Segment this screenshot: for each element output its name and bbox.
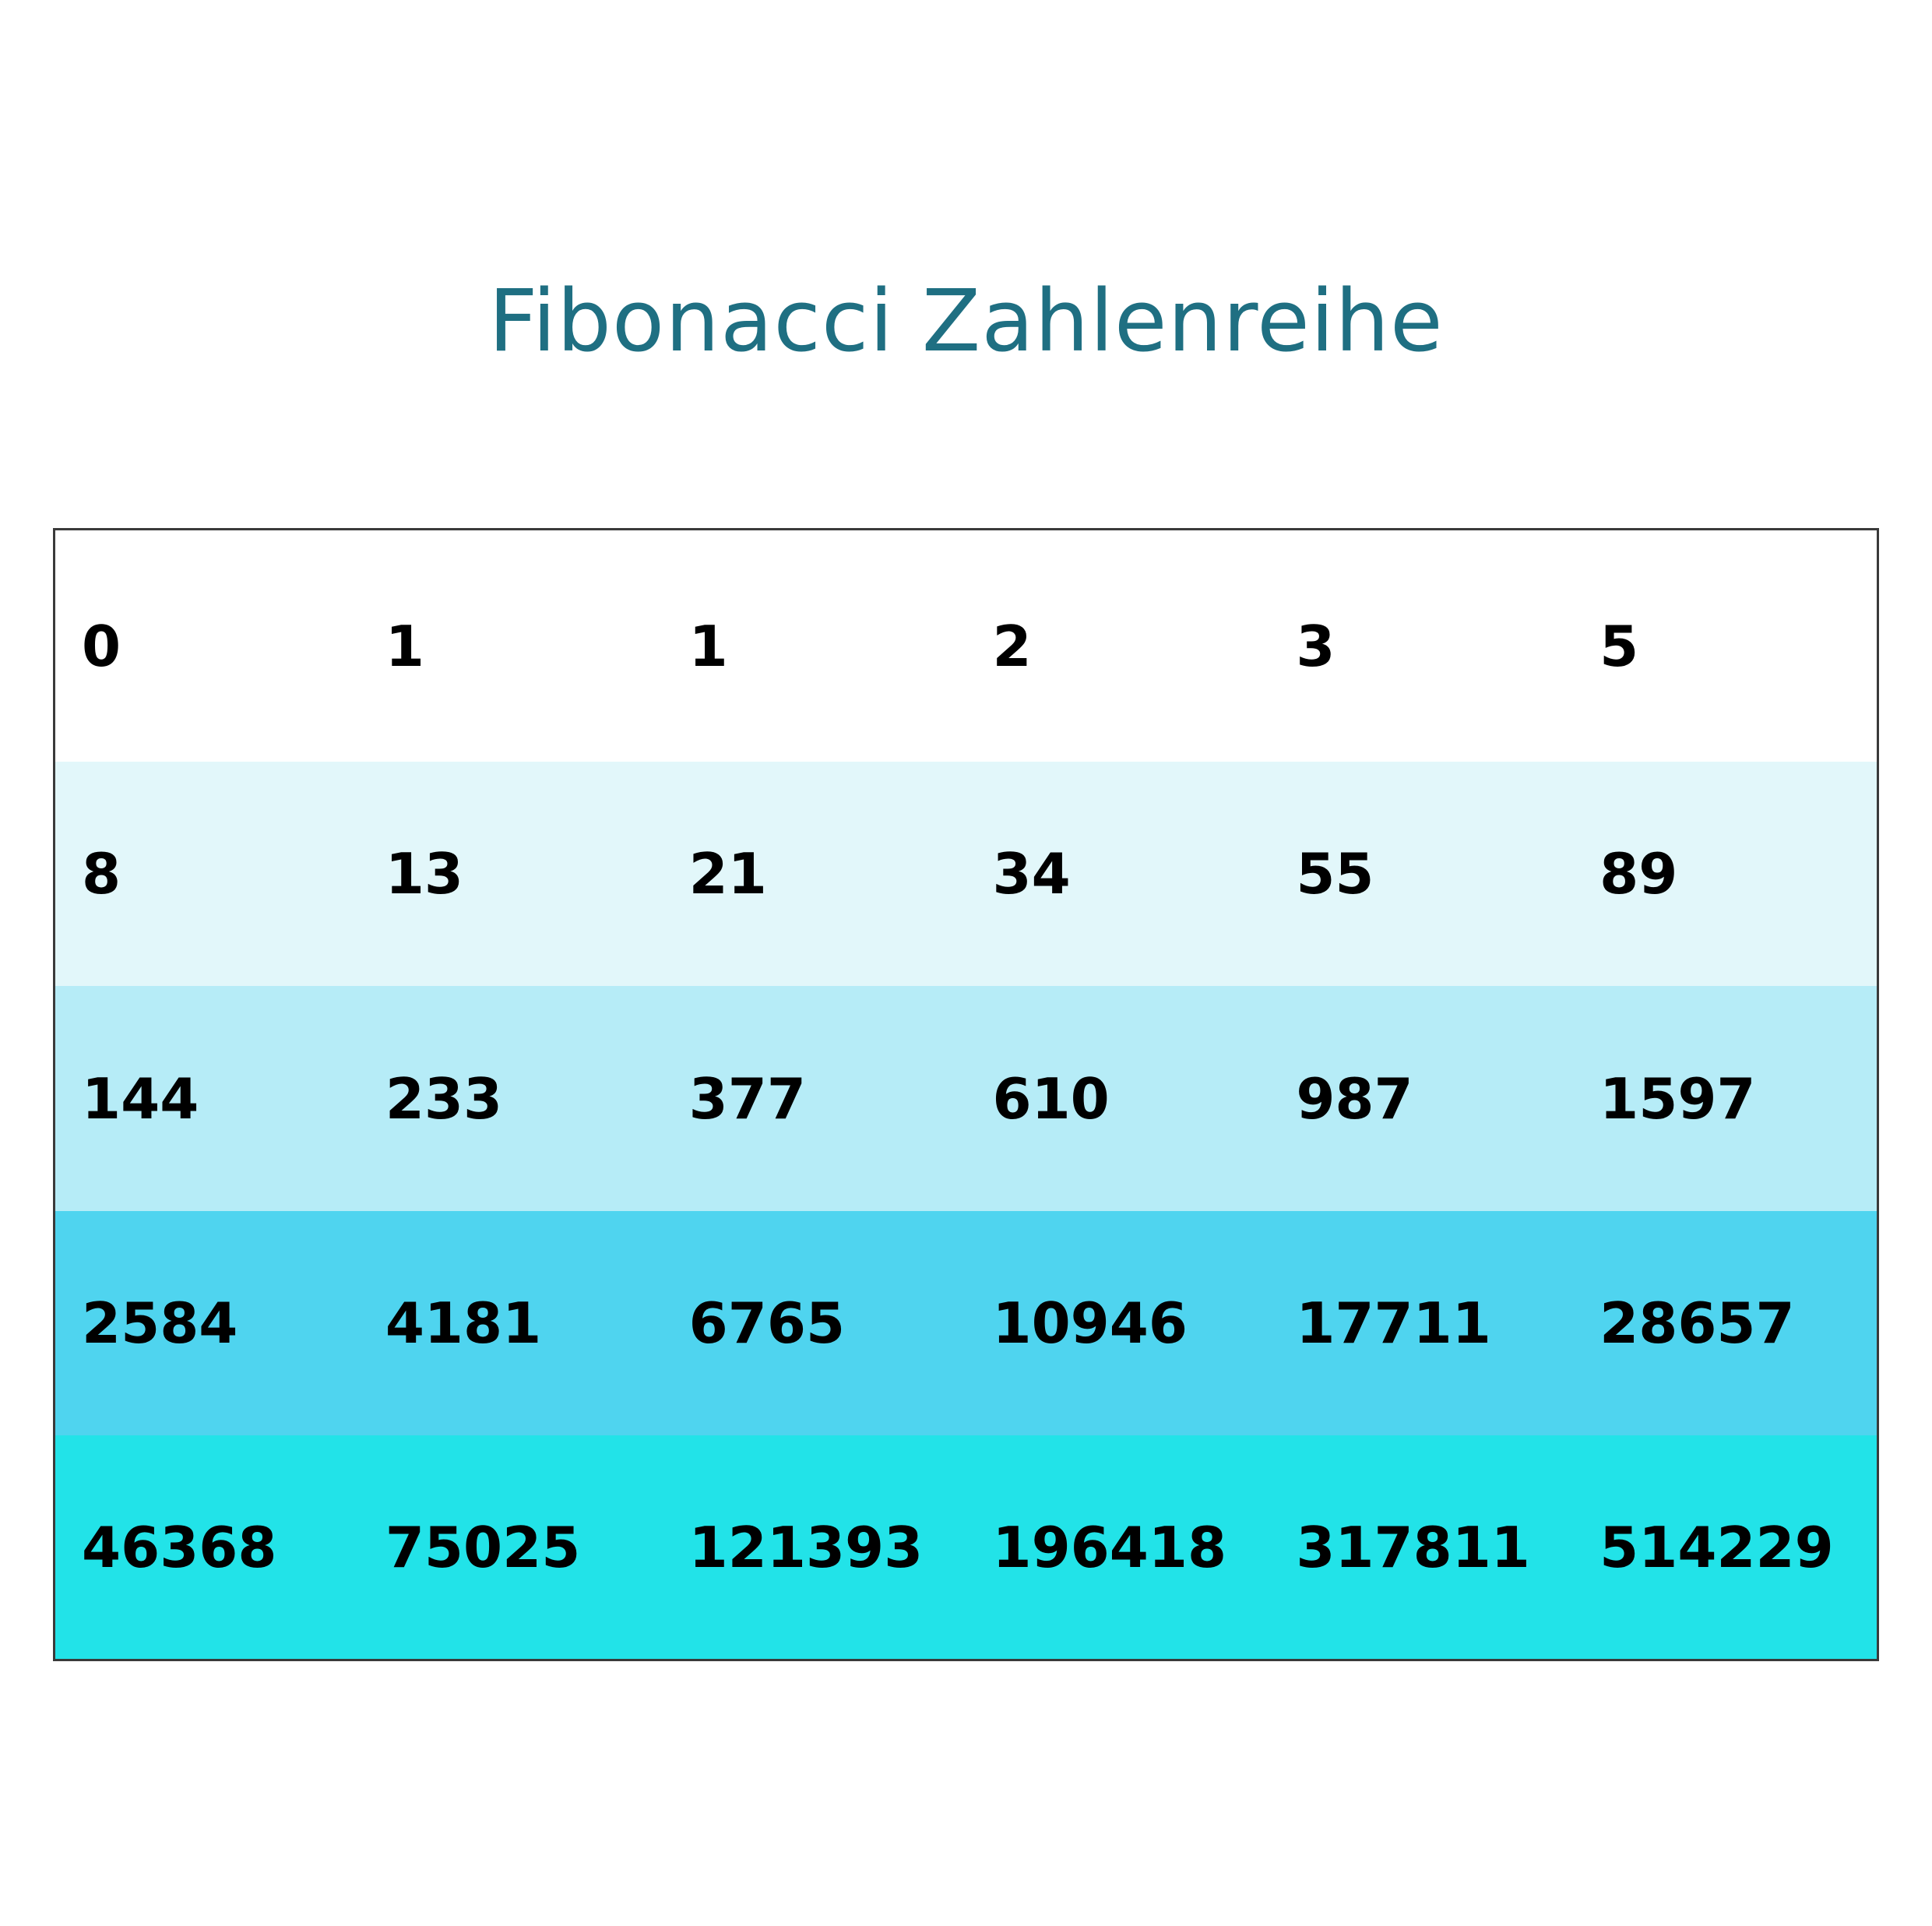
table-cell: 144 xyxy=(55,986,359,1210)
table-cell: 1 xyxy=(663,530,966,762)
fibonacci-table-container xyxy=(53,528,1879,1661)
table-cell: 13 xyxy=(359,762,663,986)
table-cell: 8 xyxy=(55,762,359,986)
table-cell: 5 xyxy=(1573,530,1877,762)
table-row xyxy=(55,1435,1877,1659)
table-cell: 28657 xyxy=(1573,1211,1877,1435)
table-cell: 21 xyxy=(663,762,966,986)
table-cell: 2 xyxy=(966,530,1269,762)
table-row xyxy=(55,530,1877,762)
table-row xyxy=(55,1211,1877,1435)
table-cell: 4181 xyxy=(359,1211,663,1435)
table-cell: 17711 xyxy=(1269,1211,1573,1435)
table-cell: 317811 xyxy=(1269,1435,1573,1659)
table-cell: 121393 xyxy=(663,1435,966,1659)
table-row xyxy=(55,986,1877,1210)
table-cell: 233 xyxy=(359,986,663,1210)
table-cell: 6765 xyxy=(663,1211,966,1435)
table-cell: 3 xyxy=(1269,530,1573,762)
table-cell: 55 xyxy=(1269,762,1573,986)
table-cell: 1 xyxy=(359,530,663,762)
table-cell: 34 xyxy=(966,762,1269,986)
table-cell: 89 xyxy=(1573,762,1877,986)
table-cell: 0 xyxy=(55,530,359,762)
table-cell: 377 xyxy=(663,986,966,1210)
page-title: Fibonacci Zahlenreihe xyxy=(488,271,1444,371)
table-cell: 2584 xyxy=(55,1211,359,1435)
table-cell: 46368 xyxy=(55,1435,359,1659)
table-cell: 75025 xyxy=(359,1435,663,1659)
table-cell: 610 xyxy=(966,986,1269,1210)
table-cell: 10946 xyxy=(966,1211,1269,1435)
table-cell: 196418 xyxy=(966,1435,1269,1659)
table-row xyxy=(55,762,1877,986)
fibonacci-table xyxy=(55,530,1877,1659)
table-cell: 514229 xyxy=(1573,1435,1877,1659)
table-cell: 987 xyxy=(1269,986,1573,1210)
table-cell: 1597 xyxy=(1573,986,1877,1210)
